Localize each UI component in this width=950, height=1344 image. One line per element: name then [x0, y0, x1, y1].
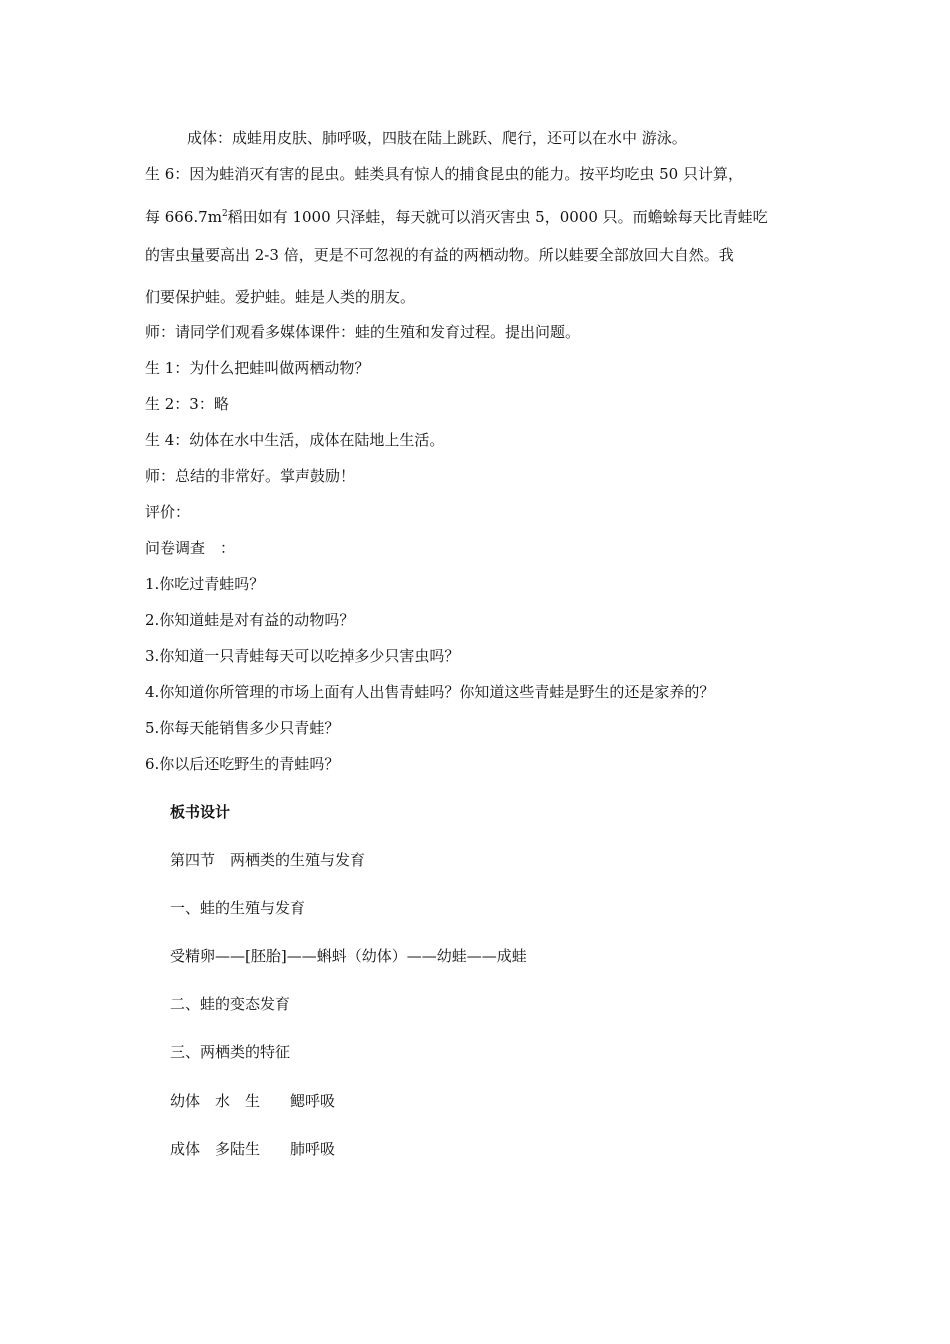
- board-heading: 板书设计: [170, 803, 231, 821]
- area-superscript: 2: [221, 209, 228, 219]
- student2-line: 生 2：3：略: [145, 395, 229, 413]
- survey-label: 问卷调查 ：: [145, 539, 236, 557]
- survey-question-5: 5.你每天能销售多少只青蛙？: [145, 719, 340, 737]
- survey-question-6: 6.你以后还吃野生的青蛙吗？: [145, 755, 340, 773]
- board-line-section: 第四节 两栖类的生殖与发育: [170, 851, 366, 869]
- paragraph-student6-cont2: 的害虫量要高出 2-3 倍，更是不可忽视的有益的两栖动物。所以蛙要全部放回大自然。我: [145, 246, 734, 264]
- student1-line: 生 1：为什么把蛙叫做两栖动物？: [145, 359, 370, 377]
- paragraph-student6: 生 6：因为蛙消灭有害的昆虫。蛙类具有惊人的捕食昆虫的能力。按平均吃虫 50 只计算，: [145, 165, 743, 183]
- board-line-larva: 幼体 水 生 鳃呼吸: [170, 1092, 336, 1110]
- teacher-line-1: 师：请同学们观看多媒体课件：蛙的生殖和发育过程。提出问题。: [145, 323, 581, 341]
- paragraph-student6-cont3: 们要保护蛙。爱护蛙。蛙是人类的朋友。: [145, 288, 416, 306]
- paragraph-student6-cont: [145, 204, 768, 227]
- board-line-3: 三、两栖类的特征: [170, 1043, 291, 1061]
- board-line-1: 一、蛙的生殖与发育: [170, 899, 306, 917]
- evaluation-label: 评价：: [145, 503, 191, 521]
- teacher-line-2: 师：总结的非常好。掌声鼓励！: [145, 467, 356, 485]
- survey-question-2: 2.你知道蛙是对有益的动物吗？: [145, 611, 355, 629]
- board-line-2: 二、蛙的变态发育: [170, 995, 291, 1013]
- board-line-adult: 成体 多陆生 肺呼吸: [170, 1140, 336, 1158]
- board-line-chain: 受精卵——[胚胎]——蝌蚪（幼体）——幼蛙——成蛙: [170, 947, 527, 965]
- survey-question-4: 4.你知道你所管理的市场上面有人出售青蛙吗？你知道这些青蛙是野生的还是家养的？: [145, 683, 715, 701]
- survey-question-3: 3.你知道一只青蛙每天可以吃掉多少只害虫吗？: [145, 647, 460, 665]
- paragraph-adult-frog: 成体：成蛙用皮肤、肺呼吸，四肢在陆上跳跃、爬行，还可以在水中 游泳。: [187, 129, 687, 147]
- paragraph-student6-rest: 稻田如有 1000 只泽蛙，每天就可以消灭害虫 5，0000 只。而蟾蜍每天比青蛙吃: [227, 208, 768, 226]
- student4-line: 生 4：幼体在水中生活，成体在陆地上生活。: [145, 431, 445, 449]
- survey-question-1: 1.你吃过青蛙吗？: [145, 575, 265, 593]
- area-prefix: 每 666.7m: [145, 208, 222, 226]
